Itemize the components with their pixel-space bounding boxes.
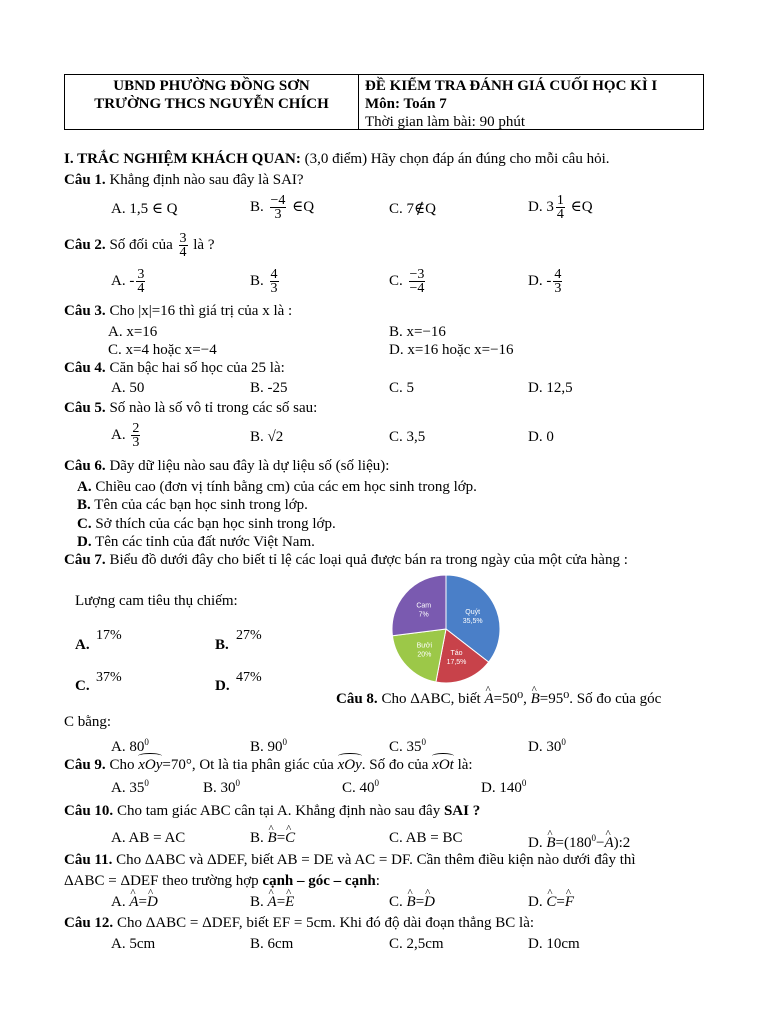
option-label: A. <box>111 894 130 910</box>
option-label: B. <box>250 273 268 289</box>
line-text: ΔABC = ΔDEF theo trường hợp <box>64 873 263 889</box>
denominator: 3 <box>270 281 278 297</box>
option-text: A. 80 <box>111 739 145 755</box>
option-label: D. <box>77 534 92 550</box>
question-text-4: là: <box>453 757 473 773</box>
q1-option-c: C. 7∉Q <box>389 201 436 217</box>
pie-label-name: Cam <box>416 602 432 610</box>
q12-option-d: D. 10cm <box>528 936 580 952</box>
option-label: C. <box>77 516 92 532</box>
angle-b: ^ B <box>268 829 277 847</box>
numerator: 4 <box>270 267 278 283</box>
question-3 <box>64 302 292 320</box>
q4-option-b: B. -25 <box>250 380 288 396</box>
q11-option-a: A. ^ A=^ D <box>111 893 158 911</box>
q1-option-b <box>250 192 314 222</box>
option-label: A. <box>77 479 92 495</box>
line-emphasis: cạnh – góc – cạnh <box>262 873 376 889</box>
q7-option-c: 37% <box>96 670 122 685</box>
option-text: A. 35 <box>111 780 145 796</box>
q8-option-b <box>250 733 287 756</box>
school-info <box>65 75 359 129</box>
equals: = <box>276 830 286 846</box>
degree: 0 <box>282 737 288 747</box>
question-11 <box>64 851 636 869</box>
option-text: C. 35 <box>389 739 422 755</box>
question-text-3: =95⁰. Số đo của góc <box>539 691 662 707</box>
q11-option-b: B. ^ A=^ E <box>250 893 294 911</box>
option-text: Tên của các bạn học sinh trong lớp. <box>90 497 308 513</box>
exam-duration: Thời gian làm bài: 90 phút <box>365 114 525 130</box>
question-text-2: =50⁰, <box>493 691 531 707</box>
expr-tail: ):2 <box>613 835 631 851</box>
question-label: Câu 6. <box>64 458 106 474</box>
option-text: Sở thích của các bạn học sinh trong lớp. <box>91 516 336 532</box>
denominator: −4 <box>409 281 425 297</box>
ward-name: UBND PHƯỜNG ĐỒNG SƠN <box>113 78 310 94</box>
option-label: B. <box>215 637 229 653</box>
numerator: 3 <box>179 231 187 247</box>
q2-option-a <box>111 266 147 296</box>
section-note: (3,0 điểm) Hãy chọn đáp án đúng cho mỗi câu hỏi. <box>300 151 610 167</box>
q11-option-c: C. ^ B=^ D <box>389 893 435 911</box>
angle-a: ^ A <box>604 834 613 852</box>
question-label: Câu 1. <box>64 172 106 188</box>
option-label: B. <box>250 199 268 215</box>
option-label: B. <box>250 894 268 910</box>
question-label: Câu 12. <box>64 915 114 931</box>
question-1 <box>64 171 304 189</box>
q3-option-c: C. x=4 hoặc x=−4 <box>108 342 217 358</box>
pie-label-value: 20% <box>417 651 432 659</box>
question-9 <box>64 756 473 774</box>
degree: 0 <box>421 737 427 747</box>
question-label: Câu 11. <box>64 852 113 868</box>
q12-option-c: C. 2,5cm <box>389 936 444 952</box>
question-text: Cho tam giác ABC cân tại A. Khẳng định nào sau đây <box>113 803 444 819</box>
q5-option-c: C. 3,5 <box>389 429 426 445</box>
question-text: Căn bậc hai số học của 25 là: <box>105 360 285 376</box>
minus: − <box>595 835 605 851</box>
question-text-end: là ? <box>189 237 215 253</box>
option-text: D. 30 <box>528 739 562 755</box>
q3-option-a: A. x=16 <box>108 324 158 340</box>
fraction <box>409 268 426 295</box>
option-label: A. <box>111 427 130 443</box>
question-12 <box>64 914 534 932</box>
q6-option-b <box>77 496 308 514</box>
fraction <box>270 194 287 221</box>
q6-option-c <box>77 515 336 533</box>
fraction <box>270 268 279 295</box>
option-label: D. <box>528 835 547 851</box>
numerator: 4 <box>554 267 562 283</box>
option-label: B. <box>77 497 91 513</box>
option-suffix: ∈Q <box>288 199 315 215</box>
fraction <box>553 268 562 295</box>
q7-option-a-label <box>75 636 90 654</box>
question-label: Câu 3. <box>64 303 106 319</box>
question-text: Dãy dữ liệu nào sau đây là dự liệu số (số liệu): <box>105 458 390 474</box>
fraction <box>179 232 188 259</box>
q4-option-c: C. 5 <box>389 380 415 396</box>
section-title: I. TRẮC NGHIỆM KHÁCH QUAN: <box>64 151 301 167</box>
question-8 <box>336 690 661 708</box>
option-text: C. 40 <box>342 780 375 796</box>
numerator: −3 <box>409 267 425 283</box>
exam-subject: Môn: Toán 7 <box>365 96 447 112</box>
q6-option-d <box>77 533 315 551</box>
q9-option-c <box>342 774 379 797</box>
question-label: Câu 7. <box>64 552 106 568</box>
question-label: Câu 2. <box>64 237 106 253</box>
question-4 <box>64 359 285 377</box>
option-label: D. <box>215 678 230 694</box>
q2-option-b <box>250 266 281 296</box>
denominator: 3 <box>132 435 140 451</box>
angle-c: ^ C <box>546 893 556 911</box>
question-10 <box>64 802 480 820</box>
q10-option-b <box>250 829 295 847</box>
exam-title: ĐỀ KIỂM TRA ĐÁNH GIÁ CUỐI HỌC KÌ I <box>365 78 658 94</box>
fruit-pie-chart <box>386 574 506 684</box>
option-text: Chiều cao (đơn vị tính bằng cm) của các em học sinh trong lớp. <box>91 479 477 495</box>
pie-label-value: 35,5% <box>462 617 483 625</box>
q9-option-d <box>481 774 526 797</box>
q11-line2 <box>64 872 380 890</box>
angle-xoy: xOy <box>138 757 163 773</box>
degree: 0 <box>374 778 380 788</box>
q12-option-a: A. 5cm <box>111 936 156 952</box>
pie-label-name: Bưởi <box>416 642 433 650</box>
fraction <box>131 422 140 449</box>
angle-e: ^ E <box>285 893 294 911</box>
option-label: B. <box>250 830 268 846</box>
pie-label-name: Quýt <box>465 608 481 616</box>
question-7 <box>64 551 628 569</box>
angle-a: ^ A <box>129 893 138 911</box>
denominator: 3 <box>274 207 282 223</box>
option-text: B. 30 <box>203 780 236 796</box>
question-text-2: =70°, Ot là tia phân giác của <box>162 757 338 773</box>
pie-label-name: Táo <box>450 649 463 657</box>
q5-option-a <box>111 420 142 450</box>
q10-option-d <box>528 829 630 852</box>
angle-a: ^ A <box>268 893 277 911</box>
degree: 0 <box>144 778 149 788</box>
degree: 0 <box>561 737 566 747</box>
denominator: 3 <box>554 281 562 297</box>
section-heading <box>64 150 610 168</box>
question-text: Cho ΔABC = ΔDEF, biết EF = 5cm. Khi đó độ dài đoạn thẳng BC là: <box>113 915 535 931</box>
q10-option-c: C. AB = BC <box>389 830 463 846</box>
q7-option-d-label <box>215 677 230 695</box>
q6-option-a <box>77 478 477 496</box>
q4-option-d: D. 12,5 <box>528 380 573 396</box>
q2-option-d <box>528 266 564 296</box>
question-label: Câu 4. <box>64 360 106 376</box>
q5-option-b: B. √2 <box>250 429 284 445</box>
angle-f: ^ F <box>565 893 574 911</box>
numerator: 3 <box>137 267 145 283</box>
q11-option-d: D. ^ C=^ F <box>528 893 574 911</box>
question-text: Số nào là số vô tỉ trong các số sau: <box>105 400 318 416</box>
school-name: TRƯỜNG THCS NGUYỄN CHÍCH <box>94 96 329 112</box>
angle-b: ^ B <box>531 690 540 708</box>
angle-d: ^ D <box>424 893 435 911</box>
q8-option-d <box>528 733 566 756</box>
q7-option-b-label <box>215 636 229 654</box>
question-text: Cho ΔABC và ΔDEF, biết AB = DE và AC = DF. Cần thêm điều kiện nào dưới đây thì <box>112 852 636 868</box>
angle-b: ^ B <box>407 893 416 911</box>
q2-option-c <box>389 266 427 296</box>
q1-option-d <box>528 192 593 222</box>
q8-line2: C bằng: <box>64 714 112 730</box>
numerator: −4 <box>270 193 286 209</box>
option-label: C. <box>389 273 407 289</box>
option-label: A. <box>75 637 90 653</box>
q10-option-a: A. AB = AC <box>111 830 186 846</box>
header-table <box>64 74 704 130</box>
angle-b: ^ B <box>546 834 555 852</box>
question-text: Cho |x|=16 thì giá trị của x là : <box>105 303 293 319</box>
question-5 <box>64 399 317 417</box>
fraction <box>136 268 145 295</box>
question-emphasis: SAI ? <box>443 803 481 819</box>
question-text: Cho <box>105 757 139 773</box>
question-text: Biểu đồ dưới đây cho biết tỉ lệ các loại quả được bán ra trong ngày của một cửa hàng : <box>105 552 628 568</box>
angle-xoy-2: xOy <box>337 757 362 773</box>
option-text: Tên các tỉnh của đất nước Việt Nam. <box>91 534 315 550</box>
expr-part: =(180 <box>555 835 592 851</box>
fraction <box>556 194 565 221</box>
option-label: D. - <box>528 273 552 289</box>
question-6 <box>64 457 389 475</box>
option-label: D. 3 <box>528 199 554 215</box>
denominator: 4 <box>556 207 564 223</box>
q7-option-a: 17% <box>96 628 122 643</box>
q4-option-a: A. 50 <box>111 380 145 396</box>
pie-label-value: 17,5% <box>446 658 467 666</box>
degree: 0 <box>235 778 241 788</box>
q12-option-b: B. 6cm <box>250 936 294 952</box>
question-label: Câu 5. <box>64 400 106 416</box>
q9-option-b <box>203 774 240 797</box>
angle-d: ^ D <box>147 893 158 911</box>
question-label: Câu 9. <box>64 757 106 773</box>
option-label: D. <box>528 894 547 910</box>
line-end: : <box>375 873 380 889</box>
option-text: B. 90 <box>250 739 283 755</box>
question-label: Câu 8. <box>336 691 378 707</box>
q7-options-cd-clipped <box>70 669 290 694</box>
degree: 0 <box>521 778 527 788</box>
q9-option-a <box>111 774 149 797</box>
q3-option-b: B. x=−16 <box>389 324 446 340</box>
option-label: A. - <box>111 273 135 289</box>
degree: 0 <box>144 737 149 747</box>
question-text: Số đối của <box>105 237 177 253</box>
numerator: 2 <box>132 421 140 437</box>
denominator: 4 <box>179 245 187 261</box>
question-text: Cho ΔABC, biết <box>377 691 485 707</box>
option-label: C. <box>75 678 90 694</box>
q5-option-d: D. 0 <box>528 429 554 445</box>
degree: 0 <box>591 833 596 843</box>
denominator: 4 <box>137 281 145 297</box>
question-label: Câu 10. <box>64 803 114 819</box>
question-text-3: . Số đo của <box>361 757 433 773</box>
q7-option-b: 27% <box>236 628 262 643</box>
q7-option-d: 47% <box>236 670 262 685</box>
question-2 <box>64 230 215 260</box>
q7-prompt: Lượng cam tiêu thụ chiếm: <box>75 593 238 609</box>
q8-option-c <box>389 733 426 756</box>
q7-option-c-label <box>75 677 90 695</box>
question-text: Khẳng định nào sau đây là SAI? <box>105 172 304 188</box>
option-text: D. 140 <box>481 780 522 796</box>
option-label: C. <box>389 894 407 910</box>
q3-option-d: D. x=16 hoặc x=−16 <box>389 342 514 358</box>
exam-info <box>365 75 657 131</box>
q1-option-a: A. 1,5 ∈ Q <box>111 201 178 217</box>
angle-c: ^ C <box>285 829 295 847</box>
pie-label-value: 7% <box>418 611 429 619</box>
numerator: 1 <box>556 193 564 209</box>
angle-a: ^ A <box>484 690 493 708</box>
option-suffix: ∈Q <box>566 199 593 215</box>
angle-xot: xOt <box>432 757 454 773</box>
